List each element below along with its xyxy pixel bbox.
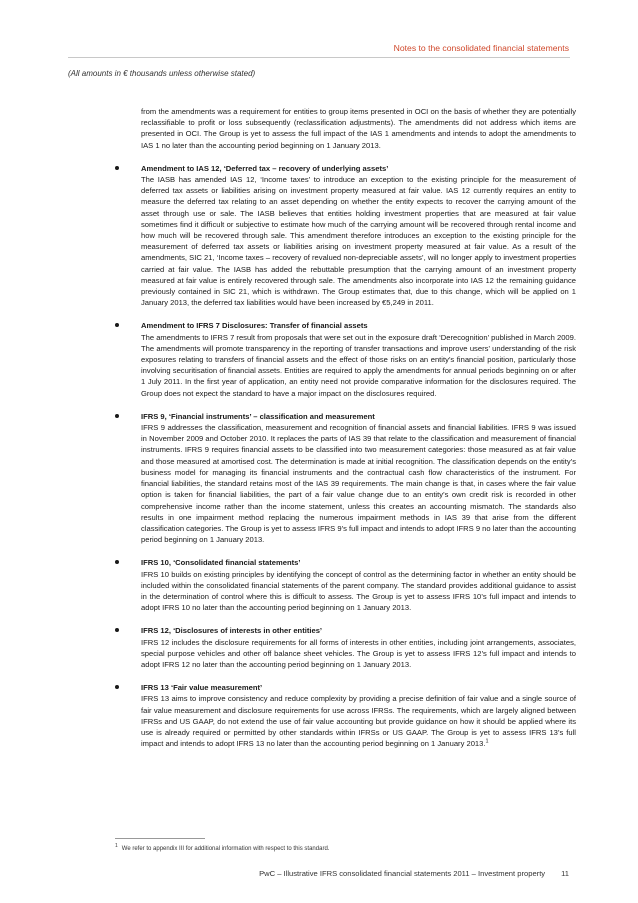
item-body (141, 693, 576, 749)
page-number: 11 (561, 869, 569, 878)
page-footer (259, 869, 569, 878)
footnote-mark: 1 (115, 843, 118, 849)
section-header-title: Notes to the consolidated financial statements (393, 43, 569, 53)
item-body: The IASB has amended IAS 12, ‘Income taxes’ to introduce an exception to the existing principle for the measurement of deferred tax assets or liabilities arising on investment property measured at fair value. IAS 12 currently requires an entity to measure the deferred tax relating to an asset depending on whether the entity expects to recover the carrying amount of the asset through use or sale. The IASB believes that entities holding investment properties that are measured at fair value sometimes find it difficult or subjective to estimate how much of the carrying amount will be recovered through rental income and how much will be recovered through sale. This amendment therefore introduces an exception to the existing principle for the measurement of deferred tax assets or liabilities arising on investment property measured at fair value. As a result of the amendments, SIC 21, ‘Income taxes – recovery of revalued non-depreciable assets’, will no longer apply to investment properties carried at fair value. The IASB has added the rebuttable presumption that the carrying amount of an investment property measured at fair value is entirely recovered through sale. The amendments also incorporate into IAS 12 the remaining guidance previously contained in SIC 21, which is withdrawn. The Group estimates that, due to this change, which will be applied on 1 January 2013, the deferred tax liabilities would have been increased by €5,249 in 2011. (141, 175, 576, 308)
footer-text: PwC – Illustrative IFRS consolidated financial statements 2011 – Investment property (259, 869, 546, 878)
amounts-note: (All amounts in € thousands unless otherwise stated) (68, 69, 256, 78)
bullet-icon (115, 628, 119, 632)
list-item-ifrs10 (115, 557, 576, 613)
bullet-icon (115, 414, 119, 418)
bullet-icon (115, 685, 119, 689)
footnote-divider (115, 838, 205, 839)
item-body: IFRS 10 builds on existing principles by identifying the concept of control as the determining factor in whether an entity should be included within the consolidated financial statements of the parent company. The standard provides additional guidance to assist in the determination of control where this is difficult to assess. The Group is yet to assess IFRS 10’s full impact and intends to adopt IFRS 10 no later than the accounting period beginning on 1 January 2013. (141, 569, 576, 613)
item-body: IFRS 12 includes the disclosure requirements for all forms of interests in other entities, including joint arrangements, associates, special purpose vehicles and other off balance sheet vehicles. The Group is yet to assess IFRS 12’s full impact and intends to adopt IFRS 12 no later than the accounting period beginning on 1 January 2013. (141, 637, 576, 669)
item-body: The amendments to IFRS 7 result from proposals that were set out in the exposure draft ‘Derecognition’ published in March 2009. The amendments will promote transparency in the reporting of transfer transactions and improve users’ understanding of the risk exposures relating to transfers of financial assets and the effect of those risks on an entity’s financial position, particularly those involving securitisation of financial assets. Entities are required to apply the amendments for annual periods beginning on or after 1 July 2011. In the first year of application, an entity need not provide comparative information for the disclosures required. The Group does not expect the standard to have a major impact on the disclosures required. (141, 332, 576, 398)
item-title: IFRS 13 ‘Fair value measurement’ (141, 683, 263, 693)
item-body: IFRS 9 addresses the classification, measurement and recognition of financial assets and financial liabilities. IFRS 9 was issued in November 2009 and October 2010. It replaces the parts of IAS 39 that relate to the classification and measurement of financial instruments. IFRS 9 requires financial assets to be classified into two measurement categories: those measured as at fair value and those measured at amortised cost. The determination is made at initial recognition. The classification depends on the entity’s business model for managing its financial instruments and the contractual cash flow characteristics of the instrument. For financial liabilities, the standard retains most of the IAS 39 requirements. The main change is that, in cases where the fair value option is taken for financial liabilities, the part of a fair value change due to an entity’s own credit risk is recorded in other comprehensive income rather than the income statement, unless this creates an accounting mismatch. The standards also results in one impairment method replacing the numerous impairment methods in IAS 39 that arise from the different classification categories. The Group is yet to assess IFRS 9’s full impact and intends to adopt IFRS 9 no later than the accounting period beginning on 1 January 2013. (141, 423, 576, 545)
item-title: IFRS 9, ‘Financial instruments’ – classification and measurement (141, 411, 375, 421)
item-title: IFRS 10, ‘Consolidated financial statements’ (141, 558, 301, 568)
list-item-ifrs9 (115, 411, 576, 545)
footnote (115, 843, 329, 852)
list-item-ias12 (115, 163, 576, 309)
intro-paragraph: from the amendments was a requirement for entities to group items presented in OCI on the basis of whether they are potentially reclassifiable to profit or loss subsequently (reclassification adjustments). The amendments did not address which items are presented in OCI. The Group is yet to assess the full impact of the IAS 1 amendments and intends to adopt the amendments to IAS 1 no later than the accounting period beginning on 1 January 2013. (141, 107, 576, 150)
item-title: IFRS 12, ‘Disclosures of interests in other entities’ (141, 626, 323, 636)
footnote-text: We refer to appendix III for additional information with respect to this standard. (121, 846, 330, 852)
header-divider (68, 57, 570, 58)
footnote-reference[interactable]: 1 (485, 738, 489, 745)
main-content (115, 106, 576, 761)
item-title: Amendment to IFRS 7 Disclosures: Transfer of financial assets (141, 321, 368, 331)
bullet-icon (115, 166, 119, 170)
list-item-ifrs13 (115, 682, 576, 749)
item-body-text: IFRS 13 aims to improve consistency and reduce complexity by providing a precise definition of fair value and a single source of fair value measurement and disclosure requirements for use across IFRSs. The requirements, which are largely aligned between IFRSs and US GAAP, do not extend the use of fair value accounting but provide guidance on how it should be applied where its use is already required or permitted by other standards within IFRSs or US GAAP. The Group is yet to assess IFRS 13’s full impact and intends to adopt IFRS 13 no later than the accounting period beginning on 1 January 2013. (141, 694, 576, 749)
bullet-icon (115, 560, 119, 564)
list-item-ifrs7 (115, 320, 576, 398)
list-item-ifrs12 (115, 625, 576, 670)
bullet-icon (115, 323, 119, 327)
item-title: Amendment to IAS 12, ‘Deferred tax – recovery of underlying assets’ (141, 163, 389, 173)
